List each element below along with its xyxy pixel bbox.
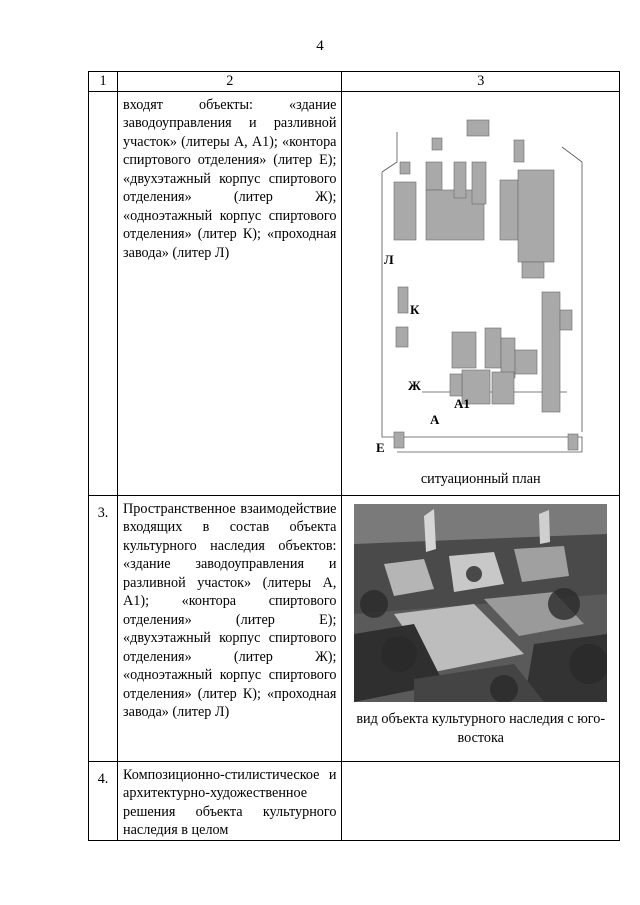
row-description-text: Композиционно-стилистическое и архитектурно-художественное решения объекта культурного наследия в целом (123, 766, 337, 838)
figure-cell (342, 495, 620, 761)
row-description (118, 761, 342, 840)
label-K: К (410, 301, 420, 317)
label-Zh: Ж (408, 377, 422, 393)
figure-cell (342, 91, 620, 495)
column-header-3: 3 (342, 72, 620, 92)
table-row (89, 761, 620, 840)
row-description-text: Пространственное взаимодействие входящих в состав объекта культурного наследия объектов: «здание заводоуправления и разливной участок» (литеры А, А1); «контора спиртового отделения» (литер Е); «двухэтажный корпус спиртового отделения» (литер Ж); «одноэтажный корпус спиртового отделения» (литер К); «проходная завода» (литер Л) (123, 500, 337, 720)
table-header-row (89, 72, 620, 92)
row-description (118, 495, 342, 761)
row-description (118, 91, 342, 495)
row-number (89, 91, 118, 495)
label-E: Е (376, 439, 386, 455)
label-A1: А1 (454, 395, 471, 411)
table-row (89, 91, 620, 495)
page-number: 4 (316, 38, 324, 54)
label-L: Л (384, 251, 395, 267)
figure-caption: ситуационный план (420, 470, 541, 487)
figure-caption: вид объекта культурного наследия с юго-востока (356, 710, 606, 746)
row-description-text: входят объекты: «здание заводоуправления и разливной участок» (литеры А, А1); «контора спиртового отделения» (литер Е); «двухэтажный корпус спиртового отделения» (литер Ж); «одноэтажный корпус спиртового отделения» (литер К); «проходная завода» (литер Л) (123, 96, 337, 261)
label-A: А (430, 411, 440, 427)
heritage-table (88, 71, 620, 841)
table-row (89, 495, 620, 761)
situation-plan-image (342, 92, 619, 470)
row-number: 3. (89, 495, 118, 761)
column-header-2: 2 (118, 72, 342, 92)
aerial-photo-image (354, 504, 607, 702)
column-header-1: 1 (89, 72, 118, 92)
row-number: 4. (89, 761, 118, 840)
figure-cell-empty (342, 761, 620, 840)
